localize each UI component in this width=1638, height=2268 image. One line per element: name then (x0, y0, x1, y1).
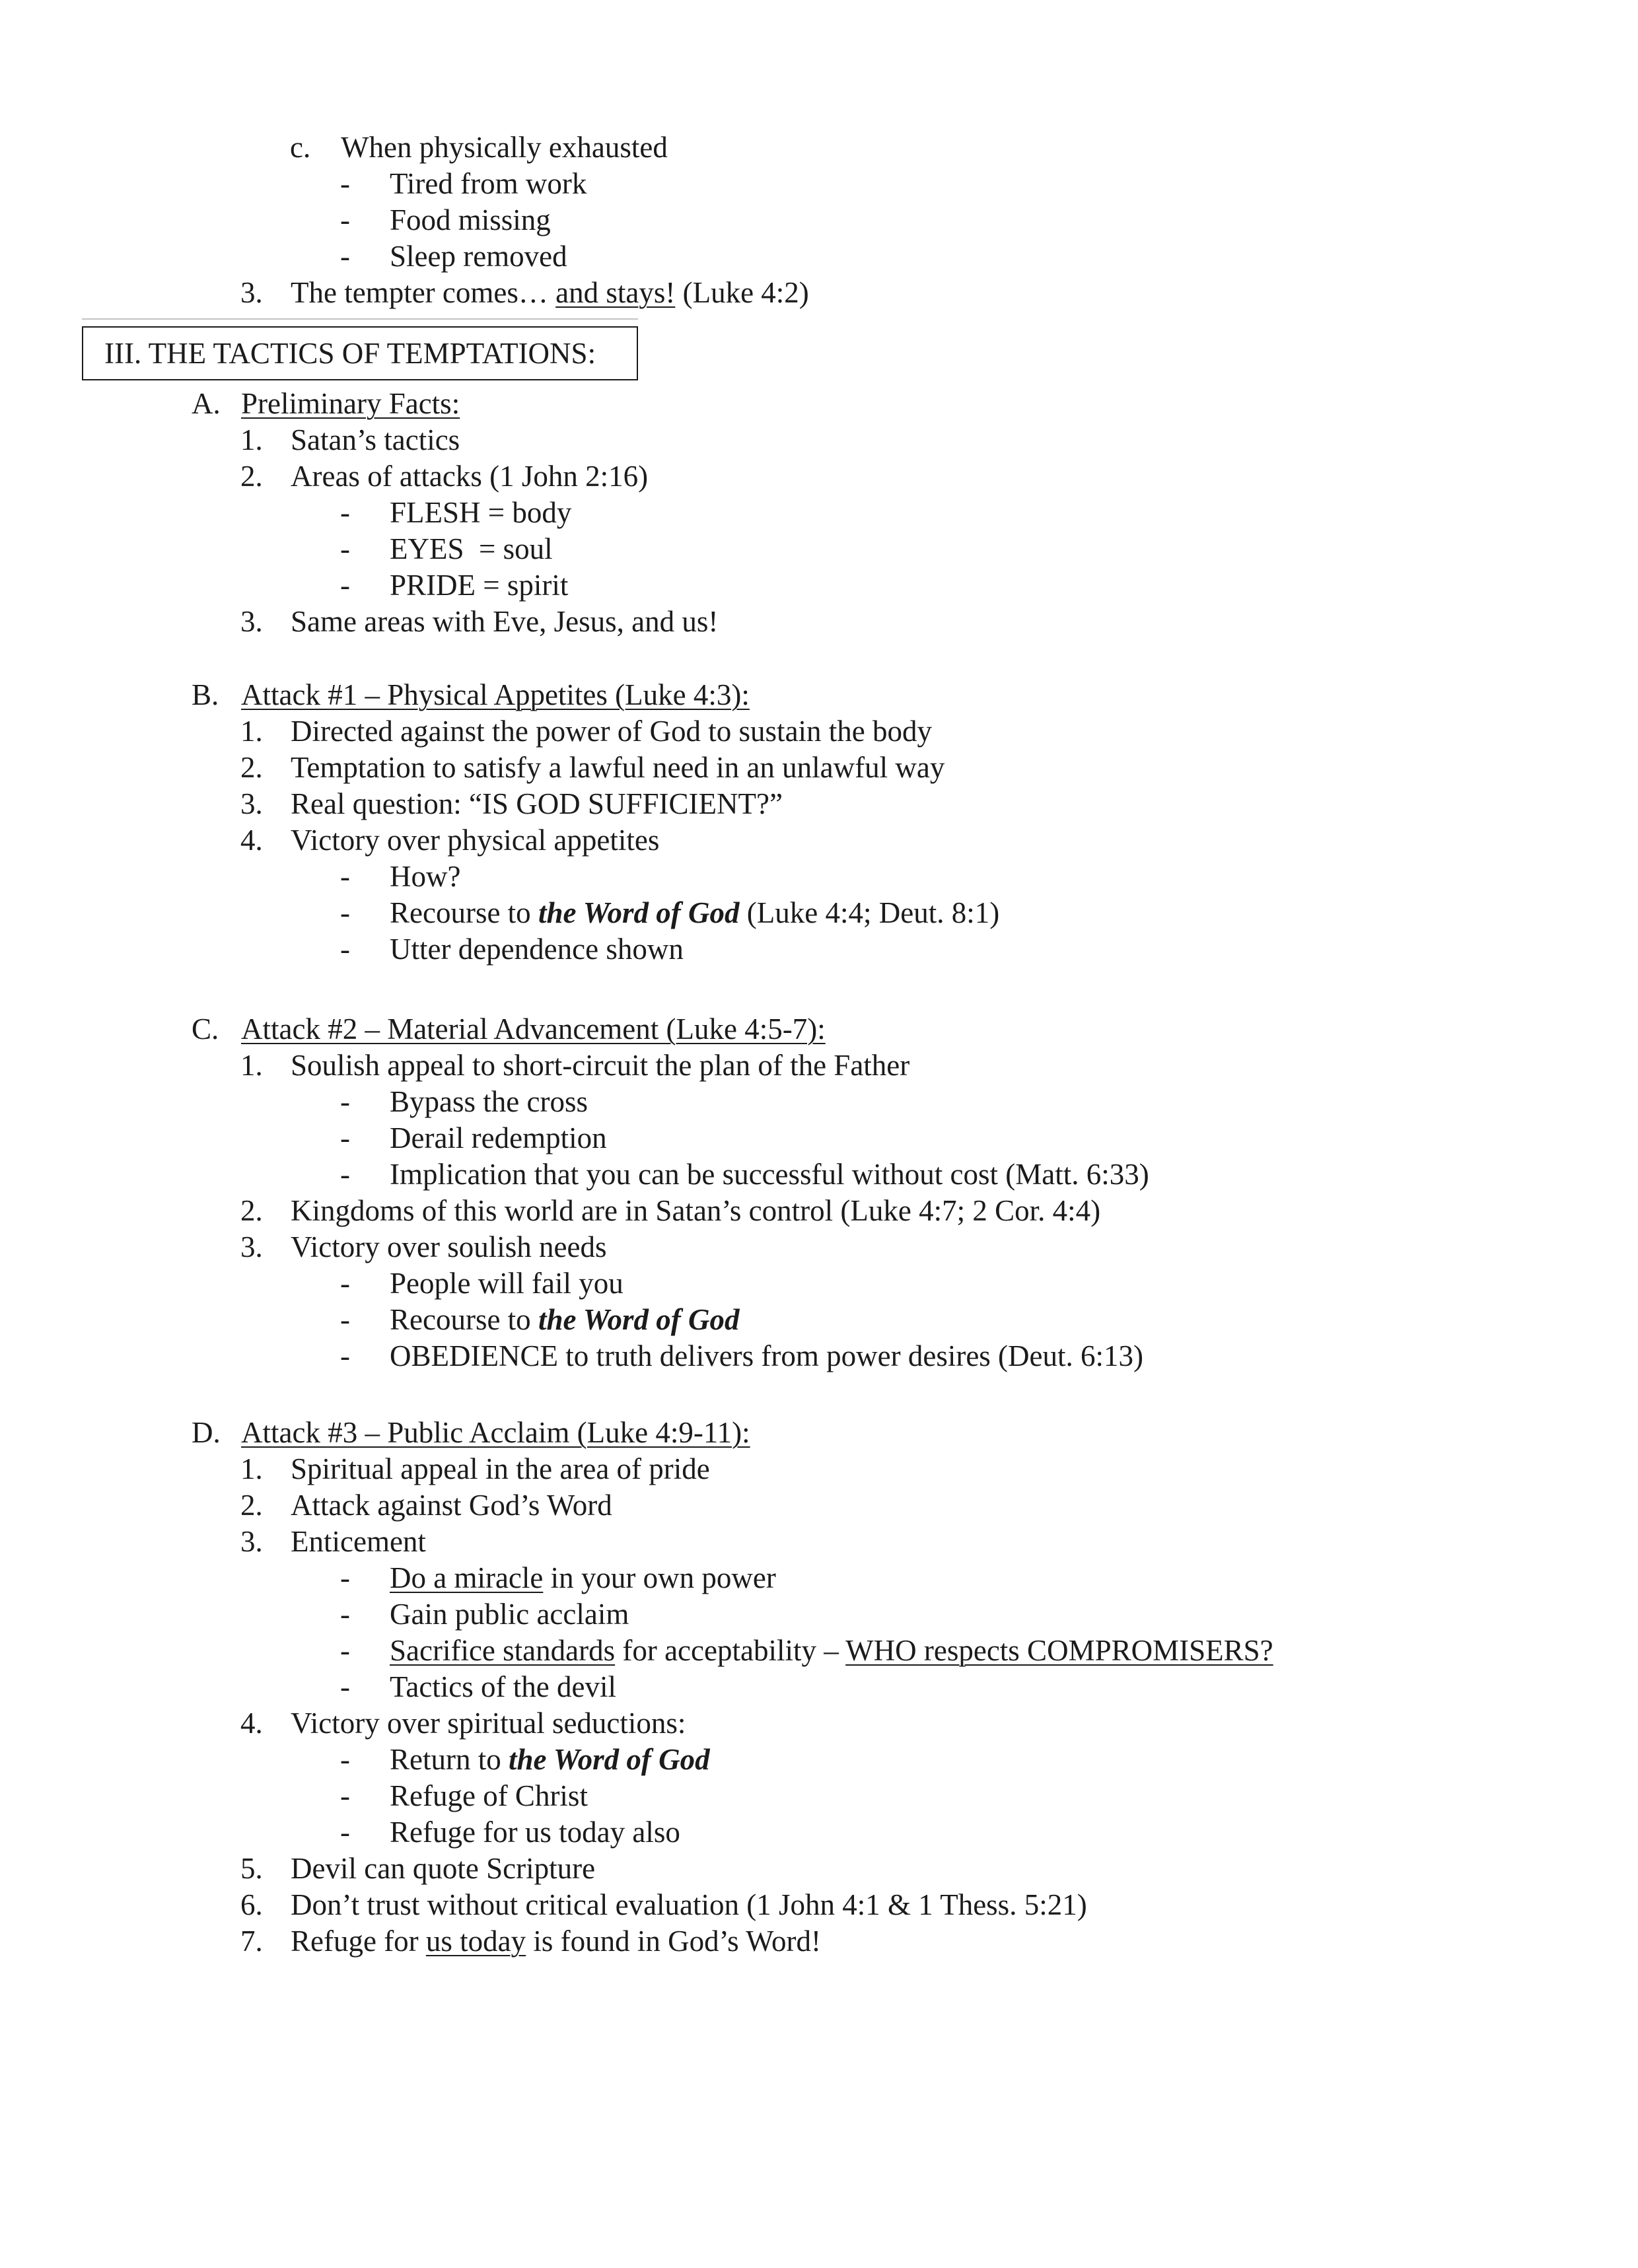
dash: - (340, 532, 350, 565)
item-text: Devil can quote Scripture (291, 1852, 596, 1885)
sub-text: Recourse to the Word of God (Luke 4:4; Deut. 8:1) (390, 896, 1000, 929)
dash: - (340, 1303, 350, 1336)
dash: - (340, 1634, 350, 1667)
item-text: Spiritual appeal in the area of pride (291, 1452, 710, 1485)
dash: - (340, 496, 350, 529)
dash: - (340, 203, 350, 236)
item-text: Victory over physical appetites (291, 824, 660, 857)
item-label: 2. (240, 460, 263, 493)
dash: - (340, 1339, 350, 1372)
item-text: Real question: “IS GOD SUFFICIENT?” (291, 787, 783, 820)
item-label: 4. (240, 1707, 263, 1740)
sub-text: Recourse to the Word of God (390, 1303, 740, 1336)
dash: - (340, 1670, 350, 1703)
item-text: Areas of attacks (1 John 2:16) (291, 460, 649, 493)
sub-text: Return to the Word of God (390, 1743, 710, 1776)
item-text: The tempter comes… and stays! (Luke 4:2) (291, 276, 809, 309)
section-title: Attack #1 – Physical Appetites (Luke 4:3): (241, 678, 750, 711)
item-text: Victory over soulish needs (291, 1230, 607, 1263)
item-label: 3. (240, 276, 263, 309)
dash: - (340, 1121, 350, 1154)
section-label: C. (192, 1012, 219, 1045)
section-heading: III. THE TACTICS OF TEMPTATIONS: (104, 337, 596, 370)
sub-text: FLESH = body (390, 496, 572, 529)
sub-text: PRIDE = spirit (390, 569, 569, 602)
section-label: A. (192, 387, 221, 420)
dash: - (340, 240, 350, 273)
sub-text: People will fail you (390, 1267, 623, 1300)
sub-text: Refuge for us today also (390, 1816, 680, 1849)
sub-text: Tactics of the devil (390, 1670, 616, 1703)
item-text: Refuge for us today is found in God’s Word! (291, 1925, 821, 1958)
dash: - (340, 1158, 350, 1191)
item-label: 1. (240, 1452, 263, 1485)
sub-text: Derail redemption (390, 1121, 607, 1154)
dash: - (340, 1816, 350, 1849)
sub-text: Gain public acclaim (390, 1598, 629, 1631)
item-text: Kingdoms of this world are in Satan’s control (Luke 4:7; 2 Cor. 4:4) (291, 1194, 1101, 1227)
item-text: Attack against God’s Word (291, 1489, 612, 1522)
sub-text: Implication that you can be successful without cost (Matt. 6:33) (390, 1158, 1149, 1191)
item-text: Victory over spiritual seductions: (291, 1707, 686, 1740)
dash: - (340, 1598, 350, 1631)
divider (82, 318, 638, 320)
dash: - (340, 933, 350, 966)
sub-text: How? (390, 860, 461, 893)
item-label: 7. (240, 1925, 263, 1958)
sub-text: OBEDIENCE to truth delivers from power desires (Deut. 6:13) (390, 1339, 1143, 1372)
sub-text: Bypass the cross (390, 1085, 588, 1118)
dash: - (340, 167, 350, 200)
item-label: 3. (240, 787, 263, 820)
item-label: 2. (240, 1489, 263, 1522)
dash: - (340, 1779, 350, 1812)
item-text: When physically exhausted (341, 131, 668, 164)
sub-text: Sleep removed (390, 240, 567, 273)
sub-text: Refuge of Christ (390, 1779, 588, 1812)
item-label: 6. (240, 1888, 263, 1921)
item-label: 2. (240, 751, 263, 784)
item-label: 1. (240, 423, 263, 456)
sub-text: Sacrifice standards for acceptability – WHO respects COMPROMISERS? (390, 1634, 1273, 1667)
item-label: c. (290, 131, 311, 164)
item-label: 3. (240, 605, 263, 638)
item-label: 4. (240, 824, 263, 857)
item-text: Satan’s tactics (291, 423, 460, 456)
sub-text: Utter dependence shown (390, 933, 684, 966)
item-text: Enticement (291, 1525, 426, 1558)
item-text: Directed against the power of God to sustain the body (291, 715, 933, 748)
item-label: 1. (240, 715, 263, 748)
sub-text: Tired from work (390, 167, 587, 200)
sub-text: EYES = soul (390, 532, 553, 565)
section-label: B. (192, 678, 219, 711)
sub-text: Food missing (390, 203, 551, 236)
dash: - (340, 1085, 350, 1118)
section-label: D. (192, 1416, 221, 1449)
section-title: Attack #3 – Public Acclaim (Luke 4:9-11): (241, 1416, 750, 1449)
item-label: 3. (240, 1525, 263, 1558)
section-title: Preliminary Facts: (241, 387, 460, 420)
dash: - (340, 1743, 350, 1776)
sub-text: Do a miracle in your own power (390, 1561, 776, 1594)
item-text: Soulish appeal to short-circuit the plan of the Father (291, 1049, 910, 1082)
item-text: Temptation to satisfy a lawful need in an unlawful way (291, 751, 945, 784)
dash: - (340, 896, 350, 929)
item-label: 3. (240, 1230, 263, 1263)
item-label: 2. (240, 1194, 263, 1227)
dash: - (340, 1267, 350, 1300)
item-label: 1. (240, 1049, 263, 1082)
item-text: Don’t trust without critical evaluation (1 John 4:1 & 1 Thess. 5:21) (291, 1888, 1087, 1921)
dash: - (340, 860, 350, 893)
item-text: Same areas with Eve, Jesus, and us! (291, 605, 719, 638)
section-title: Attack #2 – Material Advancement (Luke 4:5-7): (241, 1012, 826, 1045)
dash: - (340, 1561, 350, 1594)
dash: - (340, 569, 350, 602)
item-label: 5. (240, 1852, 263, 1885)
